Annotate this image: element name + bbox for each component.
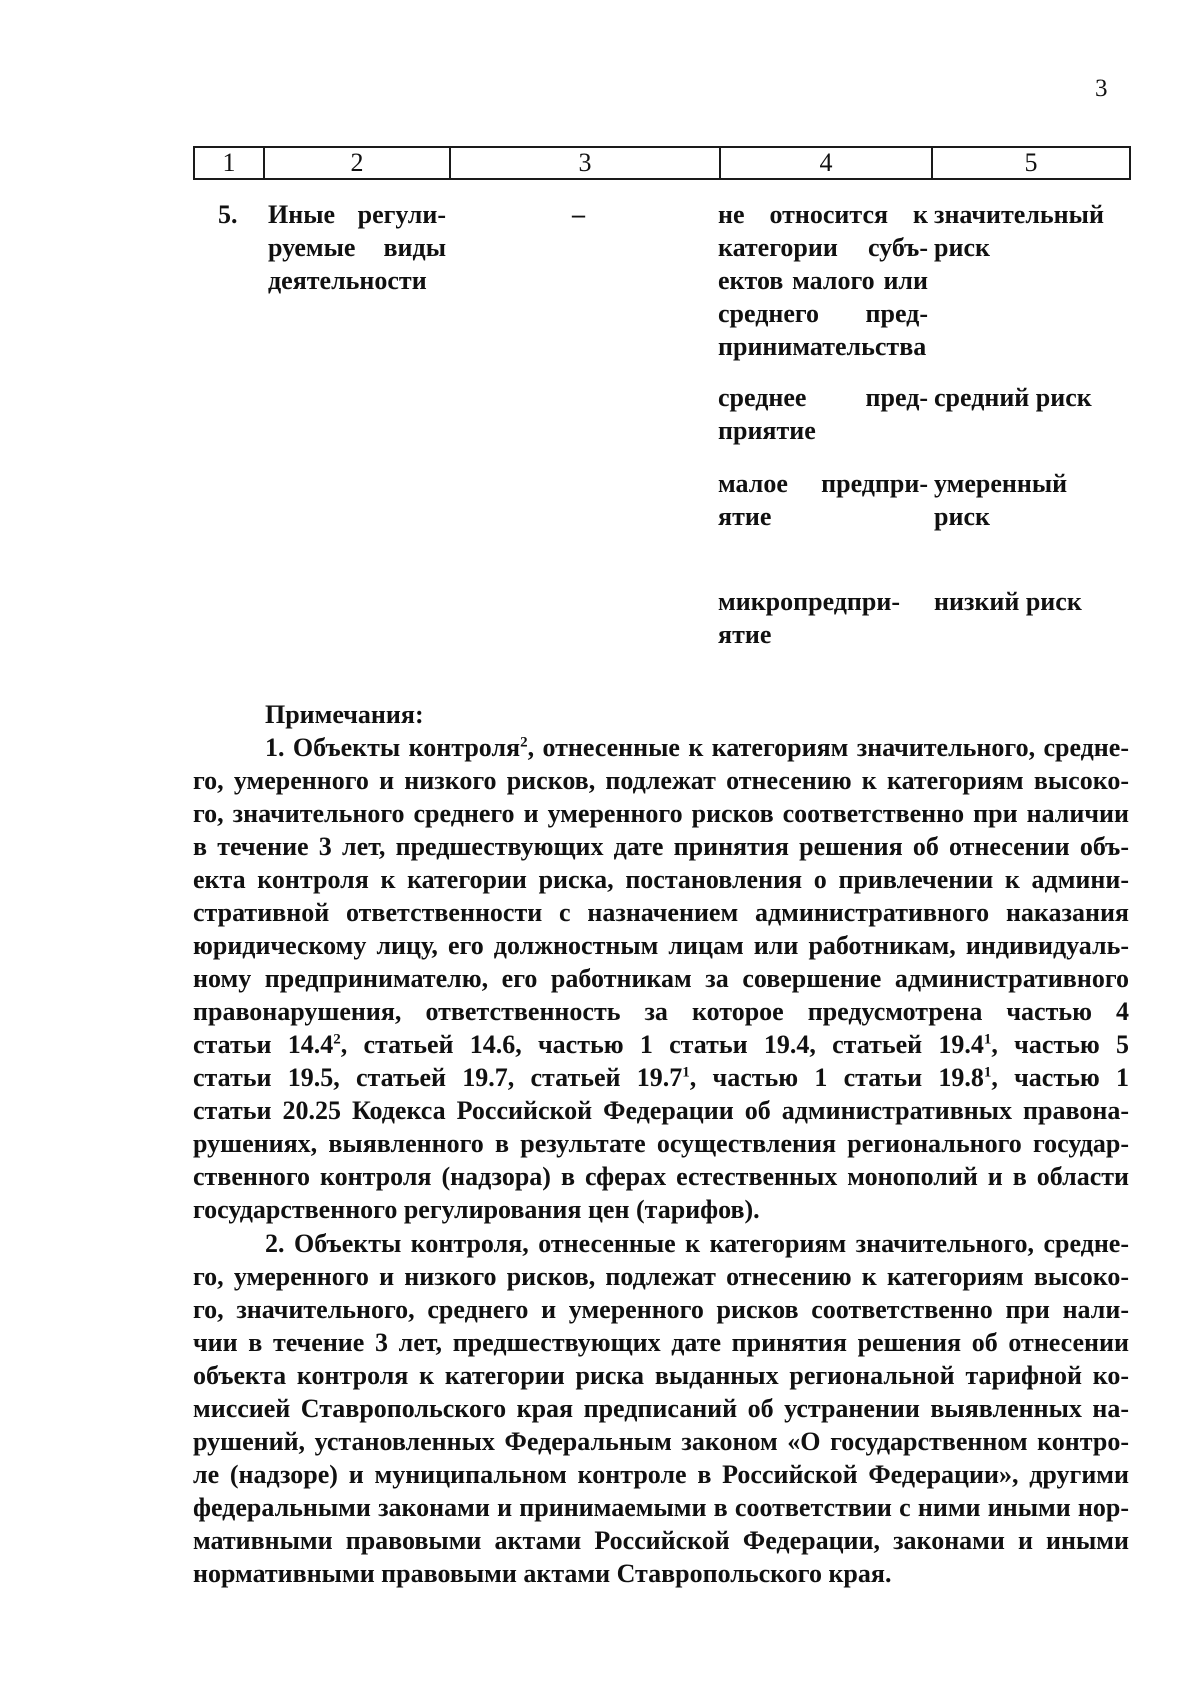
table-header-row: [194, 147, 1130, 179]
note-line: ному предпринимателю, его работникам за совершение административного: [193, 964, 1129, 993]
note-line: юридическому лицу, его должностным лицам или работникам, индивидуаль-: [193, 931, 1129, 960]
column-number-5: 5: [932, 147, 1130, 179]
subject-line: приятие: [718, 416, 816, 445]
note-line: ле (надзоре) и муниципальном контроле в Российской Федерации», другими: [193, 1460, 1129, 1489]
risk-line: умеренный: [934, 469, 1068, 498]
note-1: [193, 731, 1129, 1226]
superscript: 2: [520, 734, 528, 751]
superscript: 1: [983, 1064, 992, 1081]
note-line: федеральными законами и принимаемыми в соответствии с ними иными нор-: [193, 1493, 1129, 1522]
note-text: , статьей 14.6, частью 1 статьи 19.4, статьей 19.4: [340, 1030, 984, 1059]
risk-line: риск: [934, 233, 990, 262]
note-line: чии в течение 3 лет, предшествующих дате принятия решения об отнесении: [193, 1328, 1129, 1357]
note-2: [193, 1227, 1129, 1590]
activity-line: деятельности: [268, 266, 427, 295]
note-text: статьи 19.5, статьей 19.7, статьей 19.7: [193, 1063, 683, 1092]
note-line: ственного контроля (надзора) в сферах естественных монополий и в области: [193, 1162, 1129, 1191]
note-line: правонарушения, ответственность за которое предусмотрена частью 4: [193, 997, 1129, 1026]
note-line: нормативными правовыми актами Ставропольского края.: [193, 1559, 892, 1588]
subject-line: категории субъ-: [718, 233, 928, 262]
note-line: мативными правовыми актами Российской Федерации, законами и иными: [193, 1526, 1129, 1555]
note-line: [193, 1028, 1129, 1061]
risk-line: низкий риск: [934, 587, 1082, 616]
note-line: [193, 1061, 1129, 1094]
note-line: статьи 20.25 Кодекса Российской Федерации об административных правона-: [193, 1096, 1129, 1125]
subject-line: принимательства: [718, 332, 927, 361]
risk-category: [934, 467, 1067, 533]
subject-line: ектов малого или: [718, 266, 928, 295]
note-line: государственного регулирования цен (тарифов).: [193, 1195, 760, 1224]
note-line: го, значительного, среднего и умеренного рисков соответственно при нали-: [193, 1295, 1129, 1324]
subject-line: среднего пред-: [718, 299, 928, 328]
note-text: статьи 14.4: [193, 1030, 334, 1059]
risk-category: [934, 585, 1082, 618]
subject-category: [718, 467, 928, 533]
subject-line: ятие: [718, 620, 772, 649]
note-line: екта контроля к категории риска, постановления о привлечении к админи-: [193, 865, 1129, 894]
note-line: 2. Объекты контроля, отнесенные к категориям значительного, средне-: [265, 1229, 1129, 1258]
dash-cell: –: [572, 200, 585, 229]
subject-category: [718, 585, 928, 651]
note-line: рушений, установленных Федеральным законом «О государственном контро-: [193, 1427, 1129, 1456]
note-line: рушениях, выявленного в результате осуществления регионального государ-: [193, 1129, 1129, 1158]
superscript: 1: [682, 1064, 690, 1081]
risk-line: значительный: [934, 200, 1104, 229]
note-line: стративной ответственности с назначением административного наказания: [193, 898, 1129, 927]
row-number: 5.: [218, 200, 238, 229]
risk-category: [934, 381, 1092, 414]
subject-line: микропредпри-: [718, 587, 900, 616]
activity-line: Иные регули-: [268, 200, 446, 229]
note-line: в течение 3 лет, предшествующих дате принятия решения об отнесении объ-: [193, 832, 1129, 861]
risk-line: средний риск: [934, 383, 1092, 412]
subject-line: среднее пред-: [718, 383, 928, 412]
subject-line: не относится к: [718, 200, 928, 229]
note-text: , отнесенные к категориям значительного, средне-: [527, 733, 1129, 762]
risk-category: [934, 198, 1104, 264]
activity-name: [268, 198, 446, 297]
subject-line: малое предпри-: [718, 469, 928, 498]
note-text: , частью 5: [991, 1030, 1130, 1059]
note-text: , частью 1: [991, 1063, 1129, 1092]
note-line: го, умеренного и низкого рисков, подлежат отнесению к категориям высоко-: [193, 1262, 1129, 1291]
risk-line: риск: [934, 502, 990, 531]
column-number-3: 3: [450, 147, 720, 179]
column-number-1: 1: [194, 147, 264, 179]
subject-category: [718, 381, 928, 447]
note-line: объекта контроля к категории риска выданных региональной тарифной ко-: [193, 1361, 1129, 1390]
notes-title: Примечания:: [265, 700, 424, 729]
subject-category: [718, 198, 928, 363]
table-column-numbers: [193, 146, 1131, 180]
note-text: , частью 1 статьи 19.8: [689, 1063, 984, 1092]
superscript: 2: [333, 1031, 341, 1048]
column-number-2: 2: [264, 147, 450, 179]
note-line: го, умеренного и низкого рисков, подлежат отнесению к категориям высоко-: [193, 766, 1129, 795]
note-line: [193, 731, 1129, 764]
note-text: 1. Объекты контроля: [265, 733, 521, 762]
column-number-4: 4: [720, 147, 932, 179]
subject-line: ятие: [718, 502, 772, 531]
superscript: 1: [983, 1031, 992, 1048]
activity-line: руемые виды: [268, 233, 446, 262]
page-number: 3: [1095, 75, 1108, 102]
note-line: го, значительного среднего и умеренного рисков соответственно при наличии: [193, 799, 1129, 828]
note-line: миссией Ставропольского края предписаний об устранении выявленных на-: [193, 1394, 1129, 1423]
